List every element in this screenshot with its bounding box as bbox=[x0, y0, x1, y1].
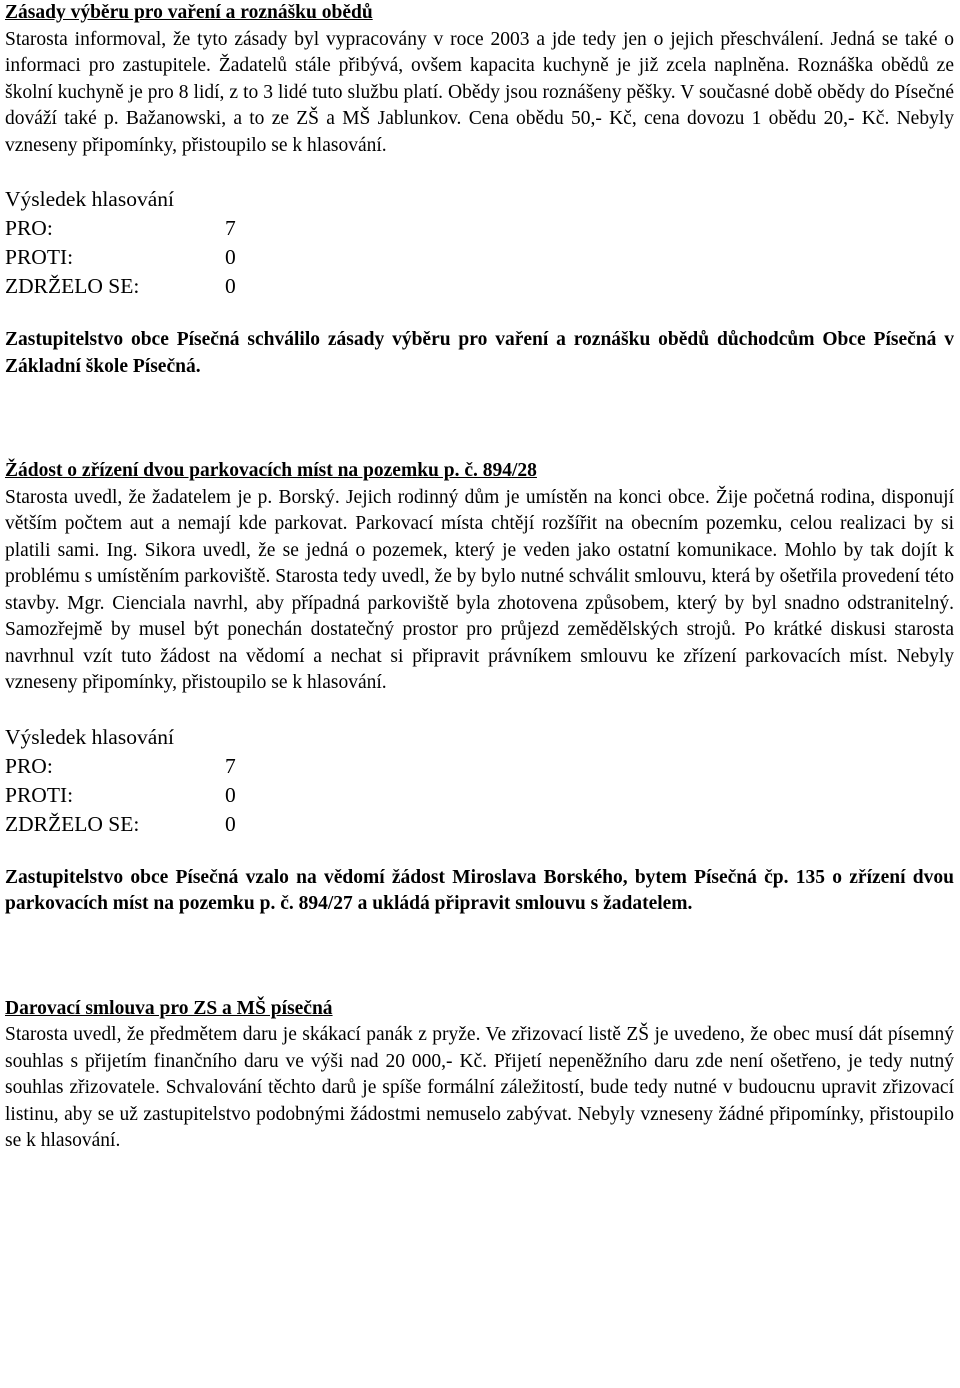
section-heading: Darovací smlouva pro ZS a MŠ písečná bbox=[5, 997, 333, 1019]
vote-label: PROTI: bbox=[5, 782, 74, 807]
section-text: Starosta uvedl, že předmětem daru je skákací panák z pryže. Ve zřizovací listě ZŠ je uvedeno, že obec musí dát písemný souhlas s přijetím finančního daru ve výši nad 20 000,- Kč. Přijetí nepeněžního daru zde není ošetřeno, je tedy nutný souhlas zřizovatele. Schvalování těchto darů je spíše formální záležitostí, bude tedy nutné v budoucnu upravit zřizovací listinu, aby se už zastupitelstvo podobnými žádostmi nemuselo zabývat. Nebyly vzneseny žádné připomínky, přistoupilo se k hlasování. bbox=[5, 1024, 954, 1151]
vote-row-proti bbox=[5, 781, 954, 810]
resolution-text: Zastupitelstvo obce Písečná vzalo na vědomí žádost Miroslava Borského, bytem Písečná čp. 135 o zřízení dvou parkovacích míst na pozemku p. č. 894/27 a ukládá připravit smlouvu s žadatelem. bbox=[5, 866, 954, 914]
vote-row-pro bbox=[5, 752, 954, 781]
vote-label: PRO: bbox=[5, 753, 53, 778]
vote-value: 7 bbox=[225, 216, 236, 240]
vote-value: 7 bbox=[225, 753, 236, 778]
vote-title: Výsledek hlasování bbox=[5, 724, 174, 749]
vote-row-pro bbox=[5, 214, 954, 243]
vote-value: 0 bbox=[225, 245, 236, 269]
section-heading: Zásady výběru pro vaření a roznášku obědů bbox=[5, 2, 373, 23]
vote-result bbox=[5, 723, 954, 839]
vote-title: Výsledek hlasování bbox=[5, 187, 174, 211]
vote-value: 0 bbox=[225, 274, 236, 298]
vote-label: PRO: bbox=[5, 216, 53, 240]
vote-row-zdrzelo bbox=[5, 810, 954, 839]
section-parking-request bbox=[5, 458, 954, 918]
section-lunch-rules bbox=[5, 0, 954, 380]
vote-label: PROTI: bbox=[5, 245, 74, 269]
vote-value: 0 bbox=[225, 811, 236, 836]
vote-label: ZDRŽELO SE: bbox=[5, 811, 140, 836]
vote-value: 0 bbox=[225, 782, 236, 807]
section-donation-contract bbox=[5, 996, 954, 1155]
section-text: Starosta informoval, že tyto zásady byl vypracovány v roce 2003 a jde tedy jen o jejich přeschválení. Jedná se také o informaci pro zastupitele. Žadatelů stále přibývá, ovšem kapacita kuchyně je již zcela naplněna. Roznáška obědů ze školní kuchyně je pro 8 lidí, z to 3 lidé tuto službu platí. Obědy jsou roznášeny pěšky. V současné době obědy do Písečné dováží také p. Bažanowski, a to ze ZŠ a MŠ Jablunkov. Cena obědu 50,- Kč, cena dovozu 1 obědu 20,- Kč. Nebyly vzneseny připomínky, přistoupilo se k hlasování. bbox=[5, 28, 954, 156]
section-text: Starosta uvedl, že žadatelem je p. Borský. Jejich rodinný dům je umístěn na konci obce. Žije početná rodina, disponují větším počtem aut a nemají kde parkovat. Parkovací místa chtějí rozšířit na obecním pozemku, celou realizaci by si platili sami. Ing. Sikora uvedl, že se jedná o pozemek, který je veden jako ostatní komunikace. Mohlo by tak dojít k problému s umístěním parkoviště. Starosta tedy uvedl, že by bylo nutné schválit smlouvu, která by ošetřila provedení této stavby. Mgr. Cienciala navrhl, aby případná parkoviště byla zhotovena způsobem, který by byl snadno odstranitelný. Samozřejmě by musel být ponechán dostatečný prostor pro průjezd zemědělských strojů. Po krátké diskusi starosta navrhnul vzít tuto žádost na vědomí a nechat si připravit právníkem smlouvu ke zřízení parkovacích míst. Nebyly vzneseny připomínky, přistoupilo se k hlasování. bbox=[5, 486, 954, 693]
section-heading: Žádost o zřízení dvou parkovacích míst na pozemku p. č. 894/28 bbox=[5, 460, 537, 481]
vote-row-zdrzelo bbox=[5, 272, 954, 301]
resolution-text: Zastupitelstvo obce Písečná schválilo zásady výběru pro vaření a roznášku obědů důchodcům Obce Písečná v Základní škole Písečná. bbox=[5, 329, 954, 377]
vote-label: ZDRŽELO SE: bbox=[5, 274, 140, 298]
vote-result bbox=[5, 185, 954, 301]
vote-row-proti bbox=[5, 243, 954, 272]
